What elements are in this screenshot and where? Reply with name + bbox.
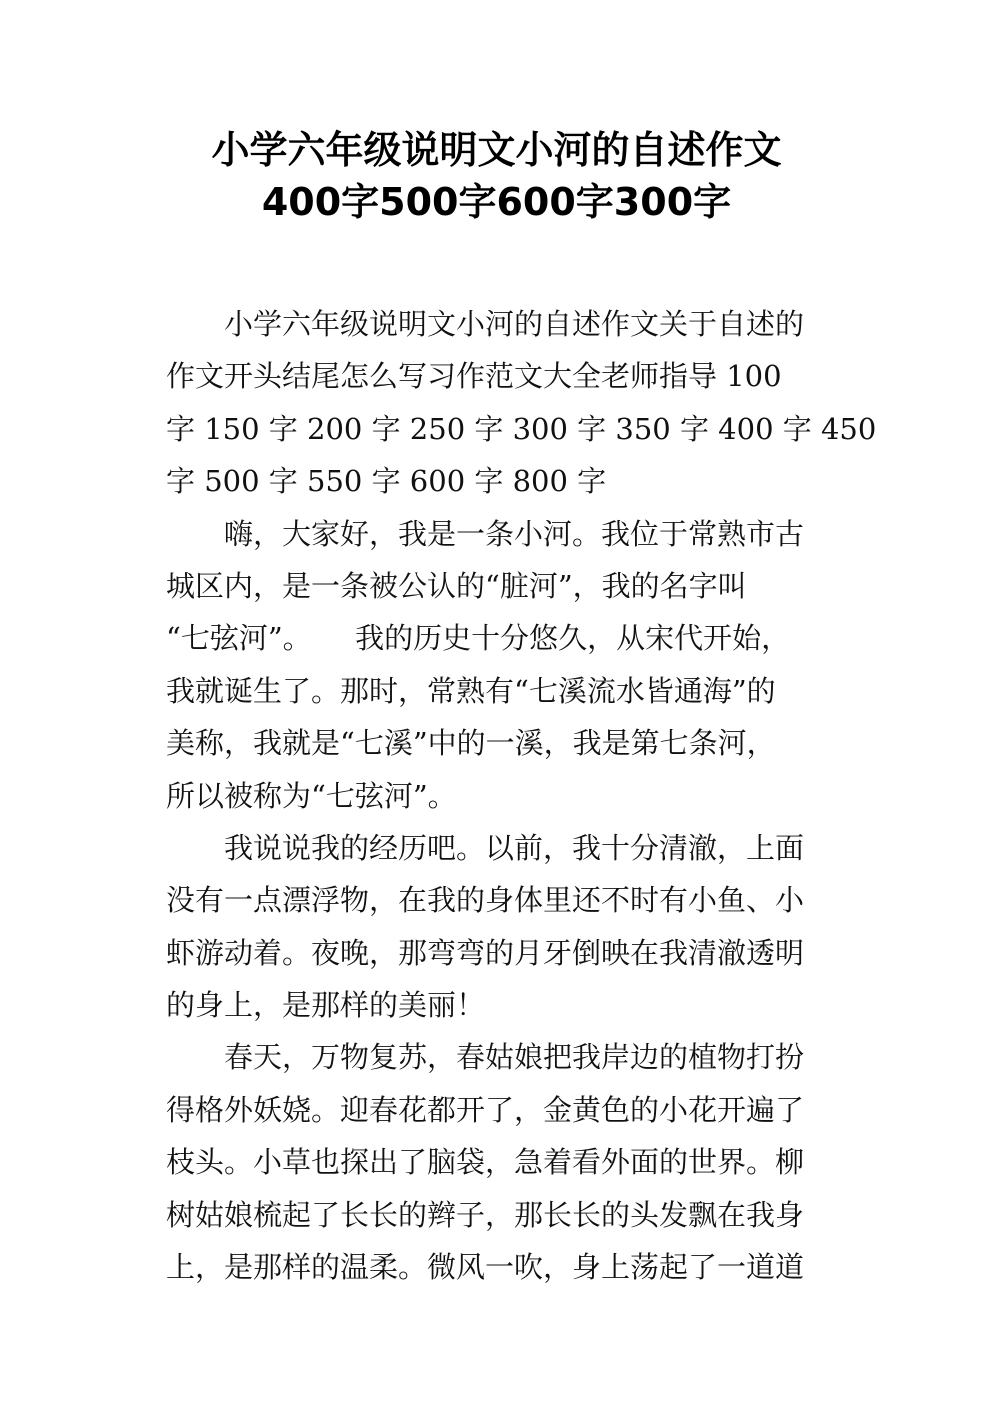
- paragraph-line: 我说说我的经历吧。以前，我十分清澈，上面: [224, 830, 805, 865]
- document-title-line-1: 小学六年级说明文小河的自述作文: [211, 128, 782, 172]
- paragraph-line: 上，是那样的温柔。微风一吹，身上荡起了一道道: [166, 1250, 805, 1285]
- paragraph-line: 得格外妖娆。迎春花都开了，金黄色的小花开遍了: [166, 1092, 805, 1127]
- document-title-line-2: 400字500字600字300字: [261, 180, 732, 224]
- paragraph-line: 枝头。小草也探出了脑袋，急着看外面的世界。柳: [166, 1145, 805, 1180]
- paragraph-line: 没有一点漂浮物，在我的身体里还不时有小鱼、小: [166, 883, 805, 918]
- paragraph-line: 所以被称为“七弦河”。: [166, 778, 457, 813]
- paragraph-line: 美称，我就是“七溪”中的一溪，我是第七条河，: [166, 726, 776, 761]
- paragraph-line: 小学六年级说明文小河的自述作文关于自述的: [224, 307, 805, 341]
- paragraph-line: 我就诞生了。那时，常熟有“七溪流水皆通海”的: [166, 673, 776, 708]
- paragraph-line: 嗨，大家好，我是一条小河。我位于常熟市古: [224, 516, 805, 551]
- paragraph-line: 城区内，是一条被公认的“脏河”，我的名字叫: [166, 568, 747, 603]
- paragraph-line: 字 150 字 200 字 250 字 300 字 350 字 400 字 450: [166, 411, 877, 446]
- document-body: [166, 298, 877, 1293]
- paragraph-line: 树姑娘梳起了长长的辫子，那长长的头发飘在我身: [166, 1197, 805, 1232]
- paragraph-line: “七弦河”。 我的历史十分悠久，从宋代开始，: [166, 621, 791, 656]
- paragraph-line: 的身上，是那样的美丽！: [166, 988, 486, 1023]
- paragraph-line: 字 500 字 550 字 600 字 800 字: [166, 464, 607, 499]
- paragraph-line: 春天，万物复苏，春姑娘把我岸边的植物打扮: [224, 1040, 805, 1075]
- paragraph-line: 作文开头结尾怎么写习作范文大全老师指导 100: [166, 359, 782, 394]
- paragraph-line: 虾游动着。夜晚，那弯弯的月牙倒映在我清澈透明: [166, 935, 805, 970]
